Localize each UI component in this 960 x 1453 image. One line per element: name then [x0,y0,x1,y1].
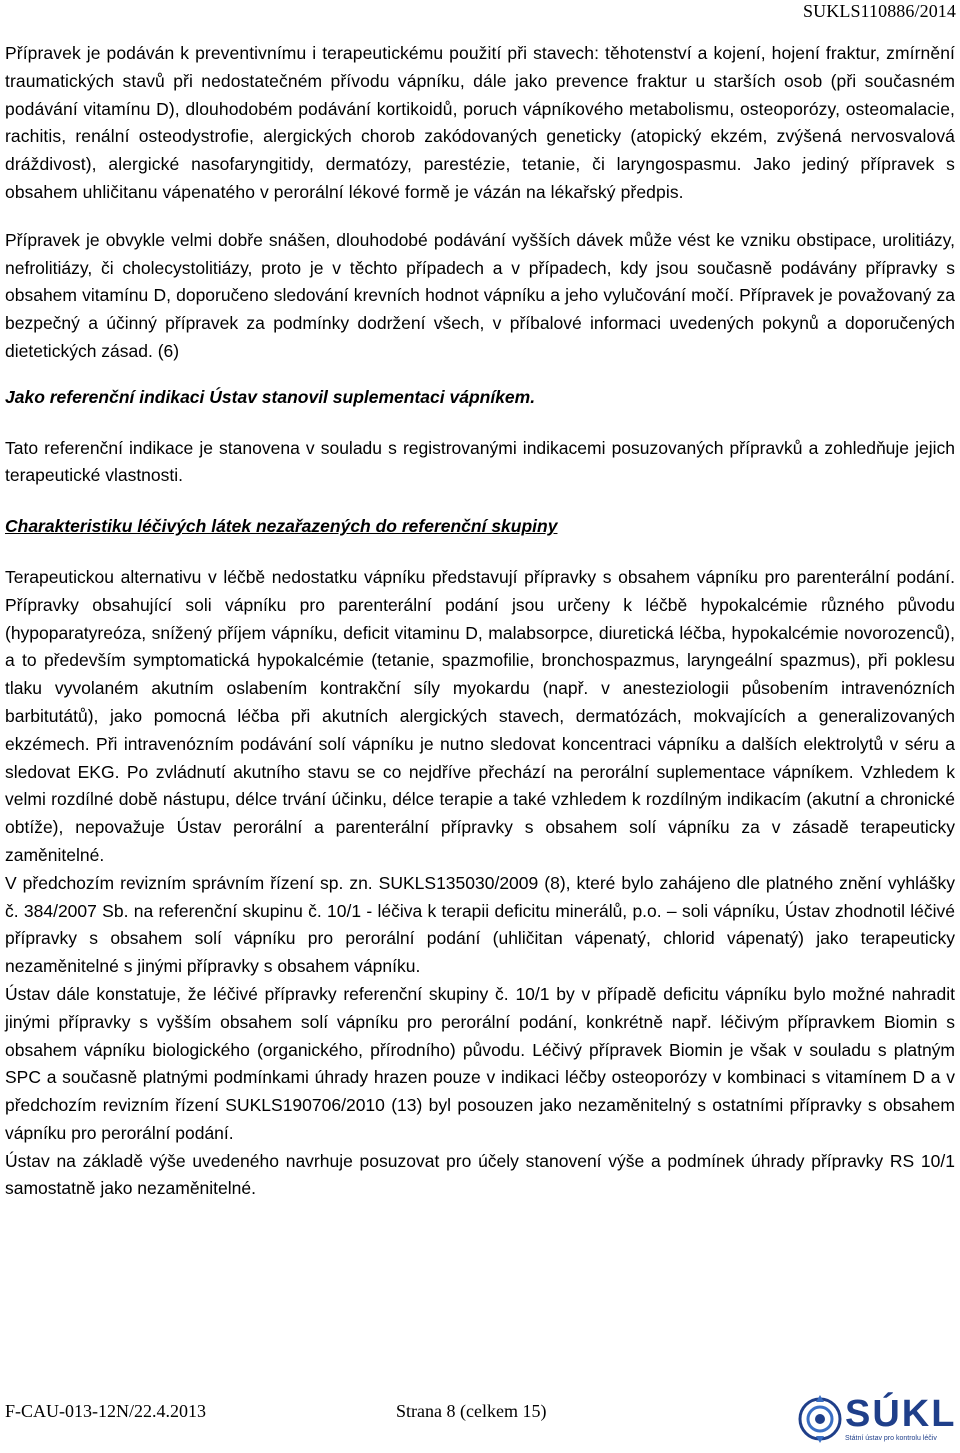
paragraph-previous-review: V předchozím revizním správním řízení sp. zn. SUKLS135030/2009 (8), které bylo zahájeno dle platného znění vyhlášky č. 384/2007 Sb. na referenční skupinu č. 10/1 - léčiva k terapii deficitu minerálů, p.o. – soli vápníku, Ústav zhodnotil léčivé přípravky s obsahem solí vápníku pro perorální podání (uhličitan vápenatý, chlorid vápenatý) jako terapeuticky nezaměnitelné s jinými přípravky s obsahem vápníku. [5,872,955,977]
document-body [5,40,955,1203]
sukl-logo [797,1392,955,1448]
document-reference: SUKLS110886/2014 [803,1,956,21]
section-heading-characteristics: Charakteristiku léčivých látek nezařazených do referenční skupiny [5,516,558,537]
page-number: Strana 8 (celkem 15) [396,1401,547,1421]
paragraph-proposal: Ústav na základě výše uvedeného navrhuje posuzovat pro účely stanovení výše a podmínek úhrady přípravky RS 10/1 samostatně jako nezaměnitelné. [5,1150,955,1199]
paragraph-indications: Přípravek je podáván k preventivnímu i terapeutickému použití při stavech: těhotenství a kojení, hojení fraktur, zmírnění traumatických stavů při nedostatečném přívodu vápníku, dále jako prevence fraktur u starších osob (při současném podávání vitamínu D), dlouhodobém podávání kortikoidů, poruch vápníkového metabolismu, osteoporózy, osteomalacie, rachitis, renální osteodystrofie, alergických chorob zakódovaných geneticky (atopický ekzém, zvýšená nervosvalová dráždivost), alergické nasofaryngitidy, dermatózy, parestézie, tetanie, či laryngospasmu. Jako jediný přípravek s obsahem uhličitanu vápenatého v perorální lékové formě je vázán na lékařský předpis. [5,43,955,202]
logo-wordmark: SÚKL [845,1393,957,1435]
sukl-emblem-icon [797,1392,843,1446]
paragraph-reference-indication: Tato referenční indikace je stanovena v souladu s registrovanými indikacemi posuzovaných přípravků a zohledňuje jejich terapeutické vlastnosti. [5,437,955,486]
paragraph-biomin: Ústav dále konstatuje, že léčivé přípravky referenční skupiny č. 10/1 by v případě deficitu vápníku bylo možné nahradit jinými přípravky s vyšším obsahem solí vápníku pro perorální podání, konkrétně např. léčivým přípravkem Biomin s obsahem vápníku biologického (organického, přírodního) původu. Léčivý přípravek Biomin je však v souladu s platným SPC a současně platnými podmínkami úhrady hrazen pouze v indikaci léčby osteoporózy v kombinaci s vitamínem D a v předchozím revizním řízení SUKLS190706/2010 (13) byl posouzen jako nezaměnitelný s ostatními přípravky s obsahem vápníku pro perorální podání. [5,983,955,1143]
paragraph-parenteral-alternative: Terapeutickou alternativu v léčbě nedostatku vápníku představují přípravky s obsahem vápníku pro parenterální podání. Přípravky obsahující soli vápníku pro parenterální podání jsou určeny k léčbě hypokalcémie různého původu (hypoparatyreóza, snížený příjem vápníku, deficit vitaminu D, malabsorpce, diuretická léčba, hypokalcémie novorozenců), a to především symptomatická hypokalcémie (tetanie, spazmofilie, bronchospazmus, laryngeální spazmus), při poklesu tlaku vyvolaném akutním oslabením kontrakční síly myokardu (např. v anesteziologii působením intravenózních barbitutátů), jako pomocná léčba při akutních alergických stavech, dermatózách, mokvajících a generalizovaných ekzémech. Při intravenózním podávání solí vápníku je nutno sledovat koncentraci vápníku a dalších elektrolytů v séru a sledovat EKG. Po zvládnutí akutního stavu se co nejdříve přechází na perorální suplementace vápníkem. Vzhledem k velmi rozdílné době nástupu, délce trvání účinku, délce terapie a také vzhledem k rozdílným indikacím (akutní a chronické obtíže), nepovažuje Ústav perorální a parenterální přípravky s obsahem solí vápníku za v zásadě terapeuticky zaměnitelné. [5,566,955,865]
paragraph-tolerability: Přípravek je obvykle velmi dobře snášen, dlouhodobé podávání vyšších dávek může vést ke vzniku obstipace, urolitiázy, nefrolitiázy, či cholecystolitiázy, proto je v těchto případech a v případech, kdy jsou současně podávány přípravky s obsahem vitamínu D, doporučeno sledování krevních hodnot vápníku a jeho vylučování močí. Přípravek je považovaný za bezpečný a účinný přípravek za podmínky dodržení všech, v příbalové informaci uvedených pokynů a doporučených dietetických zásad. (6) [5,229,955,361]
logo-tagline: Státní ústav pro kontrolu léčiv [845,1435,937,1442]
reference-indication-heading: Jako referenční indikaci Ústav stanovil suplementaci vápníkem. [5,386,536,407]
form-code: F-CAU-013-12N/22.4.2013 [5,1401,206,1421]
